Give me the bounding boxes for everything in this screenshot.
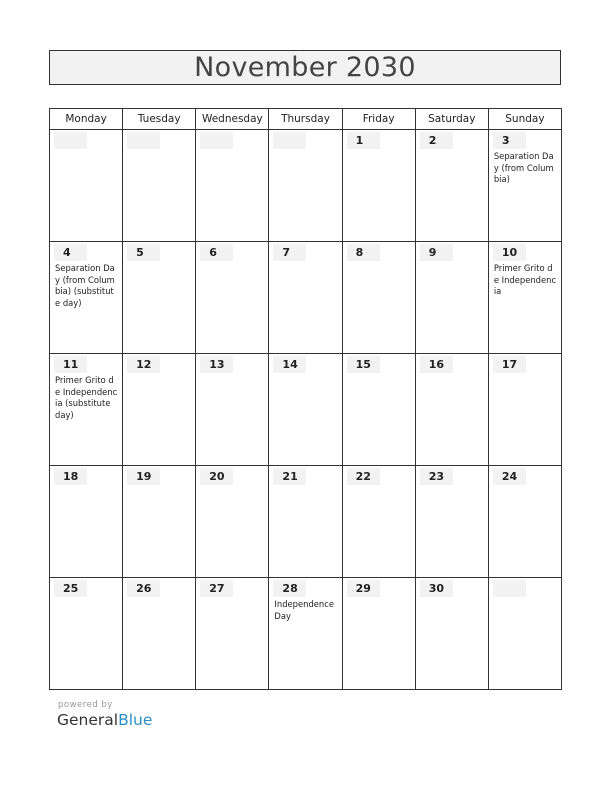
day-cell: [196, 466, 269, 578]
day-number: 2: [420, 132, 453, 149]
day-number: 6: [200, 244, 233, 261]
day-number: 19: [127, 468, 160, 485]
weekday-header-row: [50, 109, 562, 130]
day-cell: [50, 354, 123, 466]
day-cell: [196, 578, 269, 690]
day-number: 3: [493, 132, 526, 149]
day-cell: [488, 130, 561, 242]
day-cell: [415, 354, 488, 466]
day-cell: [123, 578, 196, 690]
day-cell: [342, 466, 415, 578]
day-number: 16: [420, 356, 453, 373]
holiday-label: Independence Day: [274, 599, 334, 621]
day-number: 17: [493, 356, 526, 373]
day-cell: [196, 354, 269, 466]
day-number: 18: [54, 468, 87, 485]
calendar-grid: [49, 108, 562, 690]
day-cell: [123, 242, 196, 354]
day-number: 27: [200, 580, 233, 597]
day-cell: [196, 242, 269, 354]
holiday-label: Separation Day (from Columbia) (substitute day): [55, 263, 115, 308]
day-cell: [415, 242, 488, 354]
weekday-header: Thursday: [269, 109, 342, 130]
day-cell: [50, 242, 123, 354]
day-number: 5: [127, 244, 160, 261]
footer: [57, 700, 152, 729]
weekday-header: Tuesday: [123, 109, 196, 130]
day-number: 7: [273, 244, 306, 261]
day-number: 9: [420, 244, 453, 261]
day-number: 10: [493, 244, 526, 261]
day-cell: [269, 466, 342, 578]
day-cell: [415, 578, 488, 690]
week-row: [50, 242, 562, 354]
day-number: 22: [347, 468, 380, 485]
day-cell: [50, 466, 123, 578]
day-number: 4: [54, 244, 87, 261]
week-row: [50, 354, 562, 466]
day-cell: [123, 354, 196, 466]
day-cell: [269, 242, 342, 354]
day-cell: [415, 130, 488, 242]
day-number: 1: [347, 132, 380, 149]
weekday-header: Sunday: [488, 109, 561, 130]
day-number: [54, 132, 87, 149]
weekday-header: Friday: [342, 109, 415, 130]
day-cell: [123, 130, 196, 242]
day-number: 23: [420, 468, 453, 485]
day-number: 14: [273, 356, 306, 373]
day-cell: [488, 466, 561, 578]
day-number: [273, 132, 306, 149]
weekday-header: Wednesday: [196, 109, 269, 130]
day-number: 8: [347, 244, 380, 261]
week-row: [50, 130, 562, 242]
day-number: [127, 132, 160, 149]
day-number: [200, 132, 233, 149]
day-cell: [488, 242, 561, 354]
day-cell: [269, 130, 342, 242]
day-number: [493, 580, 526, 597]
day-cell: [488, 354, 561, 466]
holiday-label: Primer Grito de Independencia: [493, 263, 557, 296]
day-cell: [50, 130, 123, 242]
brand-blue: Blue: [118, 711, 153, 729]
calendar-title: November 2030: [194, 52, 416, 83]
day-cell: [269, 578, 342, 690]
day-cell: [123, 466, 196, 578]
title-banner: [49, 50, 561, 85]
day-number: 25: [54, 580, 87, 597]
day-number: 30: [420, 580, 453, 597]
day-number: 21: [273, 468, 306, 485]
day-cell: [196, 130, 269, 242]
day-number: 11: [54, 356, 87, 373]
day-cell: [415, 466, 488, 578]
powered-by-text: powered by: [58, 700, 113, 710]
day-cell: [342, 130, 415, 242]
day-cell: [488, 578, 561, 690]
day-number: 12: [127, 356, 160, 373]
day-number: 29: [347, 580, 380, 597]
day-number: 13: [200, 356, 233, 373]
day-cell: [342, 578, 415, 690]
day-cell: [342, 354, 415, 466]
calendar-table: [49, 108, 562, 690]
day-number: 26: [127, 580, 160, 597]
calendar-body: [50, 130, 562, 690]
day-number: 20: [200, 468, 233, 485]
brand-general: General: [57, 711, 119, 729]
day-number: 24: [493, 468, 526, 485]
day-cell: [50, 578, 123, 690]
day-cell: [269, 354, 342, 466]
weekday-header: Monday: [50, 109, 123, 130]
holiday-label: Primer Grito de Independencia (substitute day): [55, 375, 118, 420]
weekday-header: Saturday: [415, 109, 488, 130]
day-number: 28: [273, 580, 306, 597]
day-cell: [342, 242, 415, 354]
brand-logo: [57, 711, 152, 729]
week-row: [50, 466, 562, 578]
holiday-label: Separation Day (from Columbia): [493, 151, 554, 184]
day-number: 15: [347, 356, 380, 373]
week-row: [50, 578, 562, 690]
